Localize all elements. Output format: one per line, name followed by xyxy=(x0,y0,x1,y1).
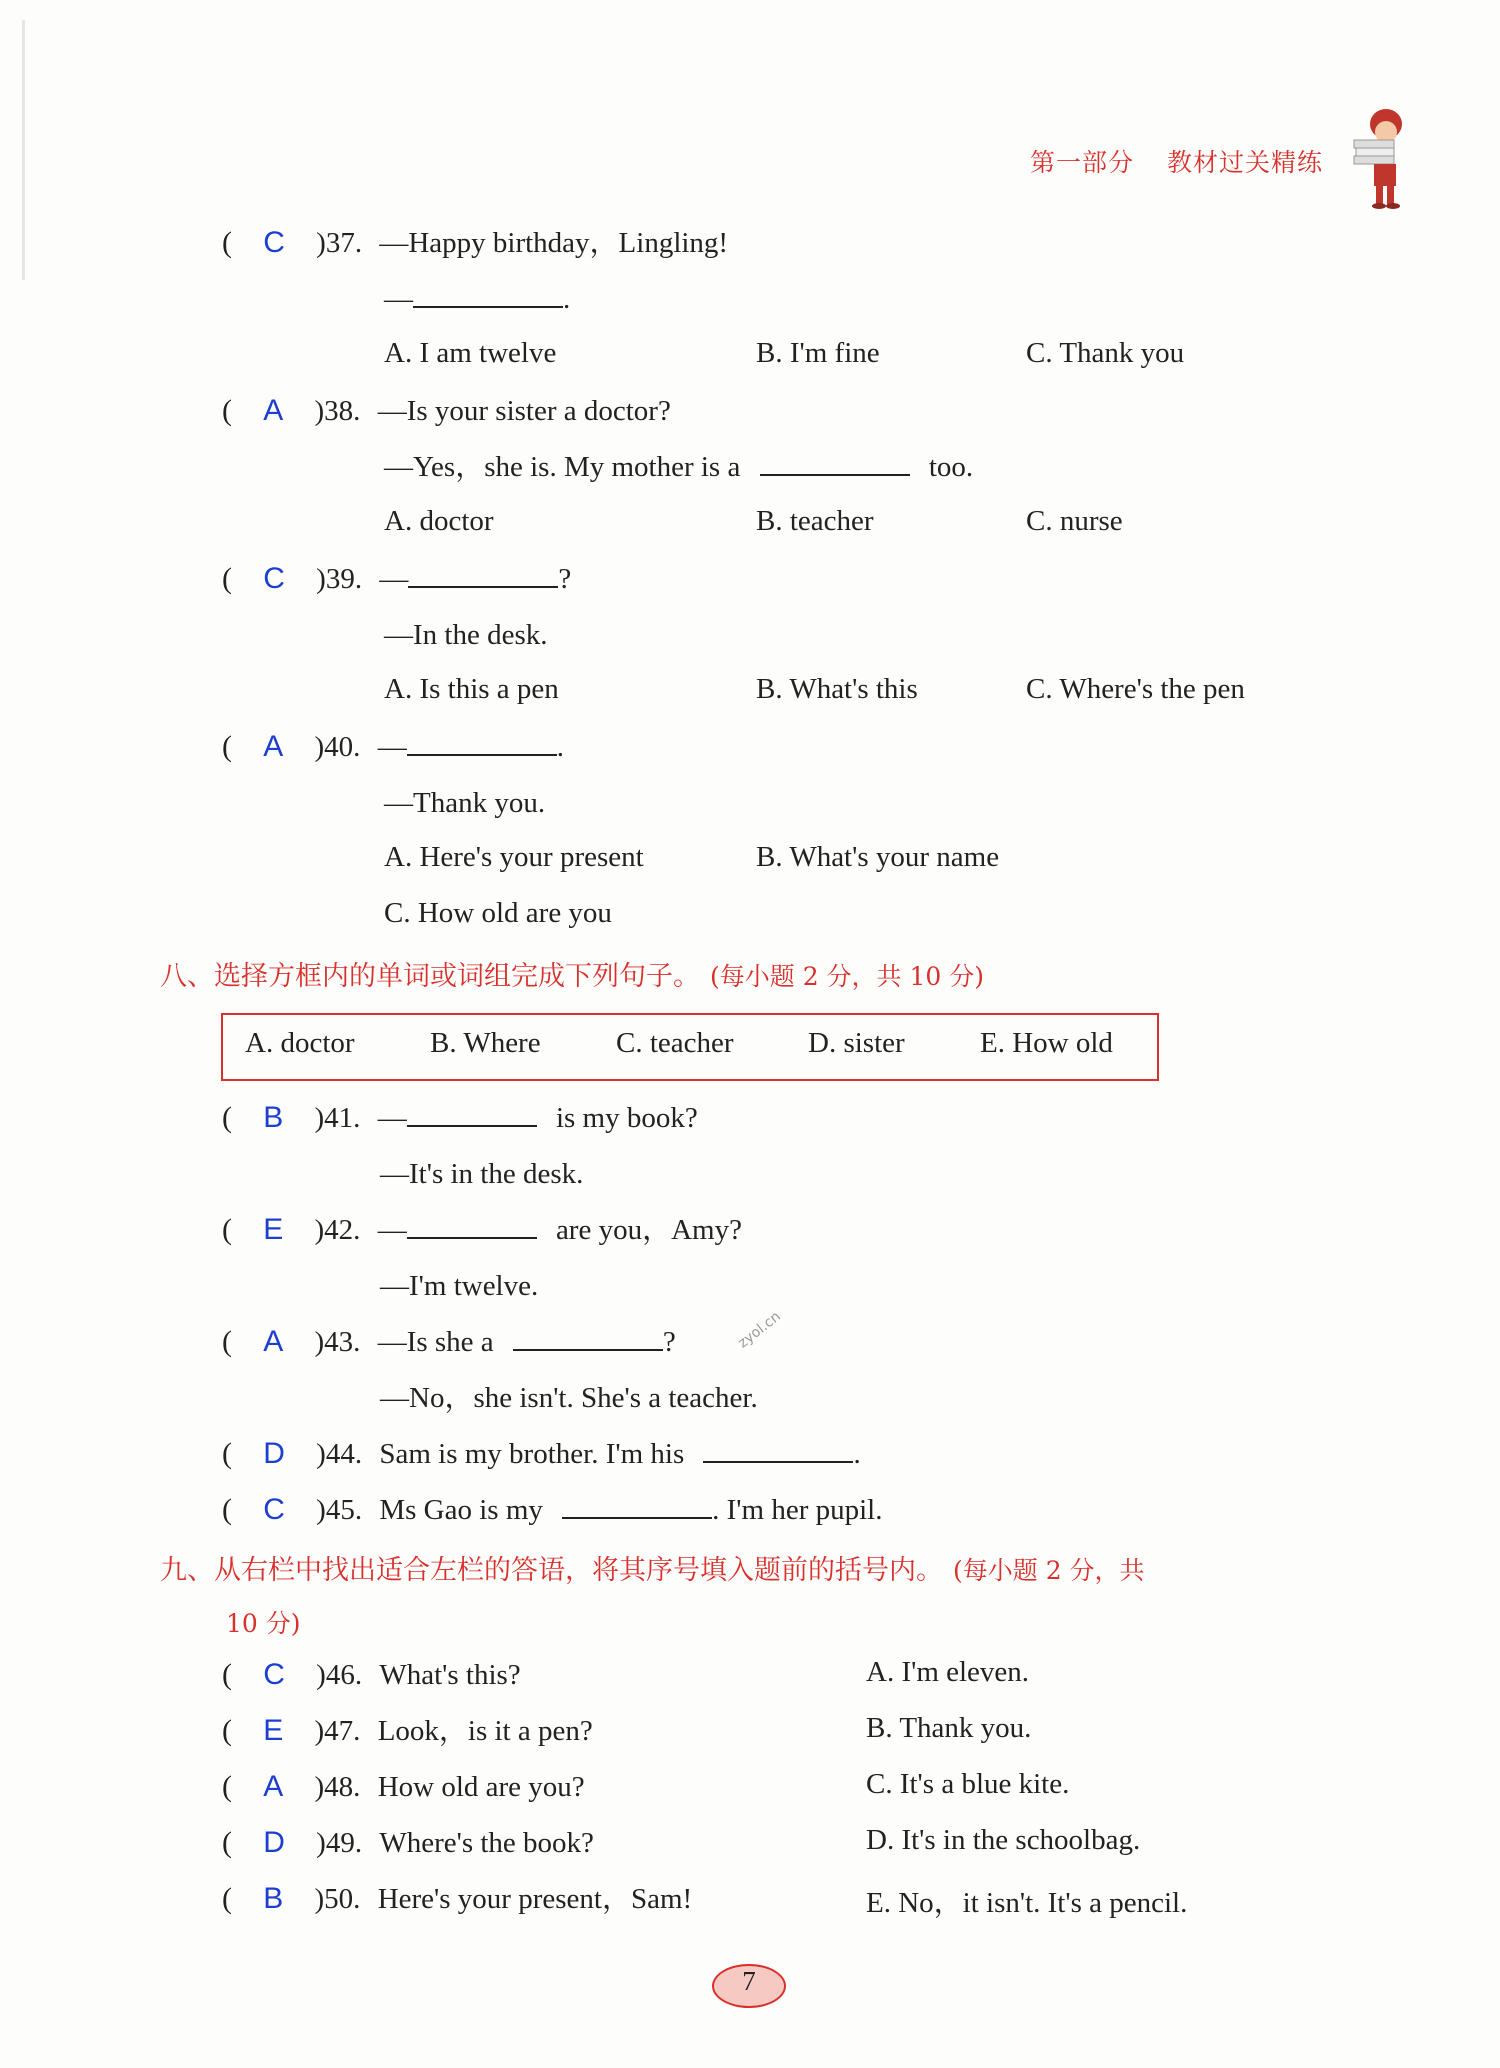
question-49: ( D )49. Where's the book? xyxy=(222,1826,594,1859)
q39-option-b: B. What's this xyxy=(756,673,918,705)
question-38-reply: —Yes，she is. My mother is a too. xyxy=(384,448,973,486)
answer-39: C xyxy=(263,562,285,595)
answer-blank xyxy=(407,1099,537,1127)
word-box-item-a: A. doctor xyxy=(245,1027,355,1059)
q38-option-b: B. teacher xyxy=(756,505,874,537)
header-part: 第一部分 xyxy=(1030,148,1135,177)
match-option-e: E. No，it isn't. It's a pencil. xyxy=(866,1887,1188,1919)
answer-blank xyxy=(760,448,910,476)
question-39: ( C )39. — ? xyxy=(222,562,572,595)
question-50: ( B )50. Here's your present，Sam! xyxy=(222,1882,693,1915)
question-38-text: —Is your sister a doctor? xyxy=(377,395,671,427)
q40-option-a: A. Here's your present xyxy=(384,841,644,873)
question-47: ( E )47. Look，is it a pen? xyxy=(222,1714,593,1747)
q39-option-c: C. Where's the pen xyxy=(1026,673,1245,705)
answer-42: E xyxy=(263,1213,284,1246)
page-number: 7 xyxy=(742,1966,756,1996)
watermark: zyol.cn xyxy=(735,1308,784,1352)
answer-38: A xyxy=(263,394,284,427)
question-37: ( C )37. —Happy birthday，Lingling! xyxy=(222,226,729,259)
word-box xyxy=(221,1013,1159,1081)
word-box-item-c: C. teacher xyxy=(616,1027,734,1059)
answer-blank xyxy=(562,1491,712,1519)
answer-blank xyxy=(513,1323,663,1351)
question-43-reply: —No，she isn't. She's a teacher. xyxy=(380,1382,758,1414)
answer-43: A xyxy=(263,1325,284,1358)
answer-37: C xyxy=(263,226,285,259)
question-48: ( A )48. How old are you? xyxy=(222,1770,585,1803)
answer-blank xyxy=(408,560,558,588)
question-43: ( A )43. —Is she a ? xyxy=(222,1325,676,1358)
answer-blank xyxy=(413,280,563,308)
match-option-c: C. It's a blue kite. xyxy=(866,1768,1070,1800)
q39-option-a: A. Is this a pen xyxy=(384,673,559,705)
q38-option-a: A. doctor xyxy=(384,505,494,537)
q40-option-c: C. How old are you xyxy=(384,897,612,929)
section-8-heading xyxy=(160,954,984,993)
section-9-note: (每小题 2 分，共 xyxy=(953,1556,1145,1585)
word-box-item-b: B. Where xyxy=(430,1027,541,1059)
section-9-heading xyxy=(160,1548,1145,1587)
question-41-reply: —It's in the desk. xyxy=(380,1158,584,1190)
question-39-reply: —In the desk. xyxy=(384,619,548,651)
q37-option-c: C. Thank you xyxy=(1026,337,1185,369)
question-42-reply: —I'm twelve. xyxy=(380,1270,539,1302)
q37-option-b: B. I'm fine xyxy=(756,337,880,369)
q38-option-c: C. nurse xyxy=(1026,505,1123,537)
word-box-item-d: D. sister xyxy=(808,1027,905,1059)
section-8-note: (每小题 2 分，共 10 分) xyxy=(710,962,985,991)
question-37-reply: — . xyxy=(384,280,570,318)
answer-40: A xyxy=(263,730,284,763)
answer-blank xyxy=(407,728,557,756)
word-box-item-e: E. How old xyxy=(980,1027,1113,1059)
header-title: 教材过关精练 xyxy=(1167,148,1324,177)
answer-48: A xyxy=(263,1770,284,1803)
question-46: ( C )46. What's this? xyxy=(222,1658,521,1691)
match-option-b: B. Thank you. xyxy=(866,1712,1032,1744)
section-9-title: 九、从右栏中找出适合左栏的答语，将其序号填入题前的括号内。 xyxy=(160,1555,943,1586)
question-38: ( A )38. —Is your sister a doctor? xyxy=(222,394,671,427)
question-40: ( A )40. — . xyxy=(222,730,564,763)
match-option-a: A. I'm eleven. xyxy=(866,1656,1030,1688)
answer-44: D xyxy=(263,1437,285,1470)
question-44: ( D )44. Sam is my brother. I'm his . xyxy=(222,1437,861,1470)
match-option-d: D. It's in the schoolbag. xyxy=(866,1824,1141,1856)
section-9-note-continued: 10 分) xyxy=(226,1609,301,1638)
question-45: ( C )45. Ms Gao is my . I'm her pupil. xyxy=(222,1493,883,1526)
answer-blank xyxy=(407,1211,537,1239)
reading-boy-mascot-icon xyxy=(1352,106,1414,210)
answer-41: B xyxy=(263,1101,284,1134)
question-40-reply: —Thank you. xyxy=(384,787,546,819)
answer-47: E xyxy=(263,1714,284,1747)
q40-option-b: B. What's your name xyxy=(756,841,1000,873)
answer-50: B xyxy=(263,1882,284,1915)
question-37-text: —Happy birthday，Lingling! xyxy=(379,227,729,259)
answer-blank xyxy=(703,1435,853,1463)
page-edge-rule xyxy=(22,20,25,280)
question-41: ( B )41. — is my book? xyxy=(222,1101,698,1134)
answer-49: D xyxy=(263,1826,285,1859)
answer-46: C xyxy=(263,1658,285,1691)
answer-45: C xyxy=(263,1493,285,1526)
q37-option-a: A. I am twelve xyxy=(384,337,557,369)
section-8-title: 八、选择方框内的单词或词组完成下列句子。 xyxy=(160,961,700,992)
question-42: ( E )42. — are you，Amy? xyxy=(222,1213,742,1246)
